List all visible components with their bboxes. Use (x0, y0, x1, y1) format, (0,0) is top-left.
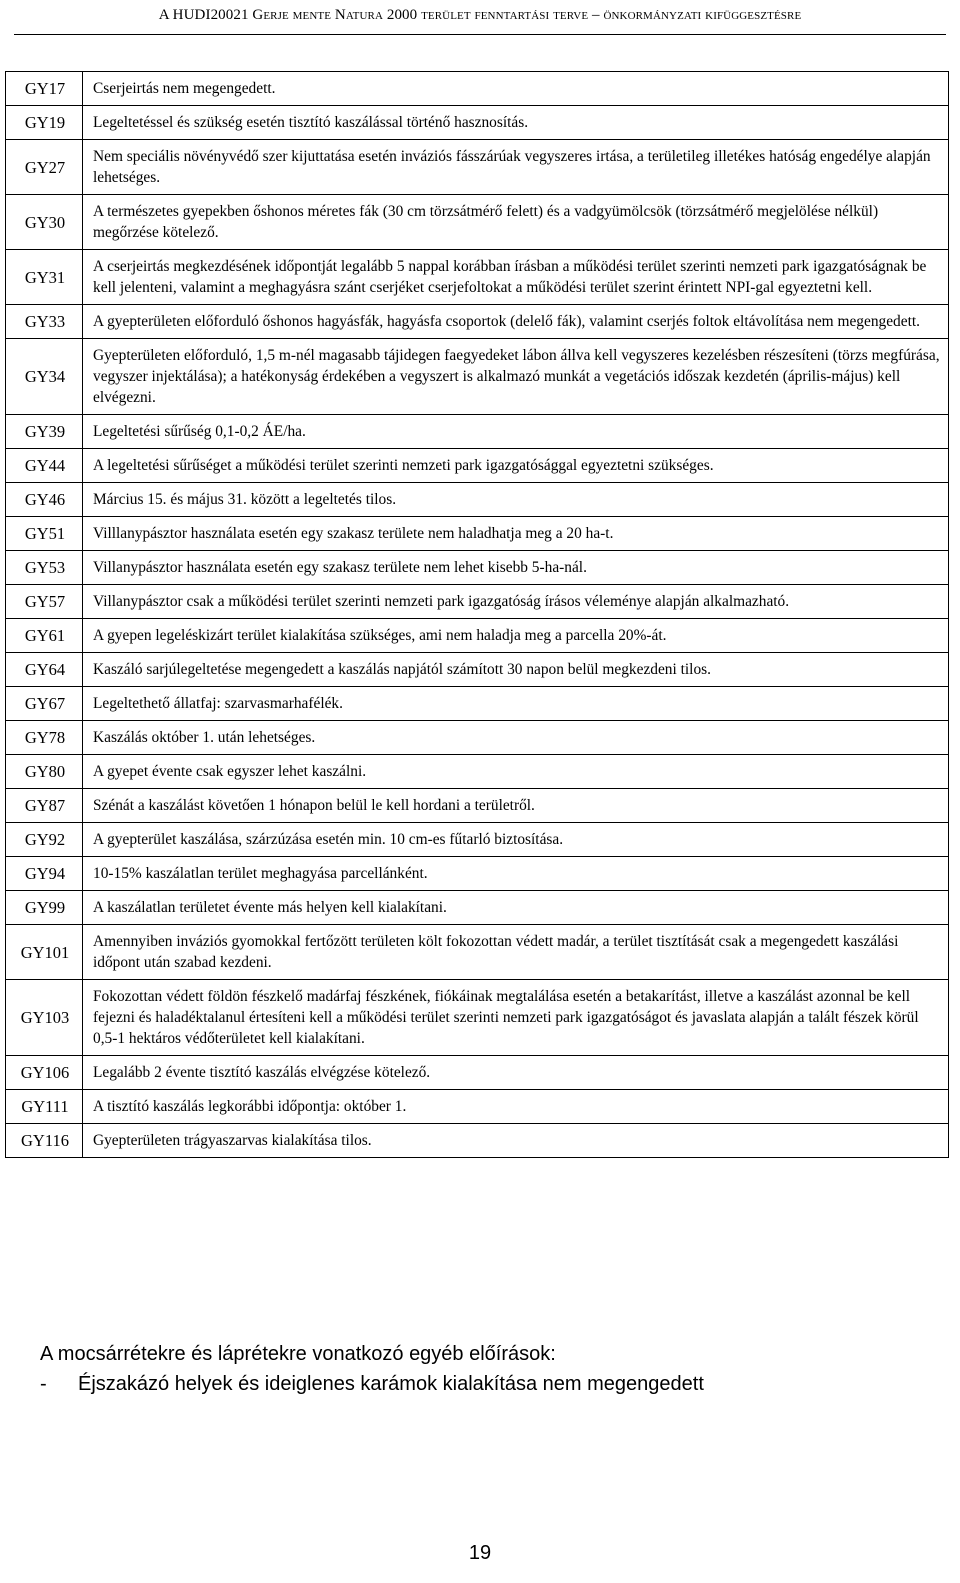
table-row (6, 823, 949, 857)
table-row (6, 106, 949, 140)
rule-code: GY33 (6, 305, 83, 339)
rule-code: GY116 (6, 1124, 83, 1158)
rules-table-body (6, 72, 949, 1158)
rule-code: GY87 (6, 789, 83, 823)
table-row (6, 250, 949, 305)
rule-text: Amennyiben inváziós gyomokkal fertőzött területen költ fokozottan védett madár, a terület tisztítását csak a megengedett kaszálási időpont után szabad kezdeni. (83, 925, 949, 980)
bullet-item (40, 1371, 704, 1397)
rule-text: Kaszálás október 1. után lehetséges. (83, 721, 949, 755)
rule-code: GY78 (6, 721, 83, 755)
rule-code: GY31 (6, 250, 83, 305)
rule-text: Kaszáló sarjúlegeltetése megengedett a kaszálás napjától számított 30 napon belül megkezdeni tilos. (83, 653, 949, 687)
rule-text: Nem speciális növényvédő szer kijuttatása esetén inváziós fásszárúak vegyszeres irtása, a területileg illetékes hatóság engedélye alapján lehetséges. (83, 140, 949, 195)
rule-text: Legeltethető állatfaj: szarvasmarhafélék. (83, 687, 949, 721)
rule-code: GY46 (6, 483, 83, 517)
rule-text: Fokozottan védett földön fészkelő madárfaj fészkének, fiókáinak megtalálása esetén a betakarítást, illetve a kaszálást azonnal be kell fejezni és haladéktalanul értesíteni kell a működési terület szerinti nemzeti park igazgatóságot és javaslata alapján a talált fészek körül 0,5-1 hektáros védőterületet kell kialakítani. (83, 980, 949, 1056)
table-row (6, 551, 949, 585)
table-row (6, 1056, 949, 1090)
rule-text: A gyepterületen előforduló őshonos hagyásfák, hagyásfa csoportok (delelő fák), valamint cserjés foltok eltávolítása nem megengedett. (83, 305, 949, 339)
rule-code: GY27 (6, 140, 83, 195)
table-row (6, 857, 949, 891)
page-number: 19 (468, 1542, 492, 1564)
rule-text: A gyepterület kaszálása, szárzúzása esetén min. 10 cm-es fűtarló biztosítása. (83, 823, 949, 857)
rule-code: GY53 (6, 551, 83, 585)
table-row (6, 1090, 949, 1124)
table-row (6, 925, 949, 980)
table-row (6, 721, 949, 755)
table-row (6, 755, 949, 789)
table-row (6, 687, 949, 721)
rule-text: Villanypásztor használata esetén egy szakasz területe nem lehet kisebb 5-ha-nál. (83, 551, 949, 585)
rule-code: GY61 (6, 619, 83, 653)
table-row (6, 305, 949, 339)
table-row (6, 140, 949, 195)
table-row (6, 72, 949, 106)
header-title: A HUDI20021 Gerje mente Natura 2000 terület fenntartási terve – önkormányzati kifüggesztésre (158, 7, 802, 23)
rule-code: GY51 (6, 517, 83, 551)
rule-code: GY39 (6, 415, 83, 449)
table-row (6, 517, 949, 551)
header-divider (14, 34, 946, 35)
rule-code: GY34 (6, 339, 83, 415)
document-header (0, 0, 960, 34)
rule-text: Legalább 2 évente tisztító kaszálás elvégzése kötelező. (83, 1056, 949, 1090)
table-row (6, 980, 949, 1056)
rule-text: Villanypásztor csak a működési terület szerinti nemzeti park igazgatóság írásos véleménye alapján alkalmazható. (83, 585, 949, 619)
rule-code: GY57 (6, 585, 83, 619)
rule-code: GY80 (6, 755, 83, 789)
rule-code: GY64 (6, 653, 83, 687)
rule-text: A gyepet évente csak egyszer lehet kaszálni. (83, 755, 949, 789)
table-row (6, 653, 949, 687)
table-row (6, 483, 949, 517)
rule-text: A kaszálatlan területet évente más helyen kell kialakítani. (83, 891, 949, 925)
rule-text: Legeltetési sűrűség 0,1-0,2 ÁE/ha. (83, 415, 949, 449)
table-row (6, 339, 949, 415)
rule-code: GY101 (6, 925, 83, 980)
rule-code: GY44 (6, 449, 83, 483)
rules-table (5, 71, 949, 1158)
rule-code: GY19 (6, 106, 83, 140)
table-row (6, 415, 949, 449)
rule-text: A legeltetési sűrűséget a működési terület szerinti nemzeti park igazgatósággal egyeztetni szükséges. (83, 449, 949, 483)
rule-code: GY67 (6, 687, 83, 721)
section-title: A mocsárrétekre és láprétekre vonatkozó egyéb előírások: (40, 1343, 556, 1365)
table-row (6, 195, 949, 250)
table-row (6, 1124, 949, 1158)
rule-text: A tisztító kaszálás legkorábbi időpontja: október 1. (83, 1090, 949, 1124)
table-row (6, 789, 949, 823)
rule-code: GY106 (6, 1056, 83, 1090)
rule-code: GY17 (6, 72, 83, 106)
table-row (6, 449, 949, 483)
rule-code: GY30 (6, 195, 83, 250)
rule-text: Szénát a kaszálást követően 1 hónapon belül le kell hordani a területről. (83, 789, 949, 823)
rule-text: A gyepen legeléskizárt terület kialakítása szükséges, ami nem haladja meg a parcella 20%-át. (83, 619, 949, 653)
table-row (6, 891, 949, 925)
rule-text: Gyepterületen előforduló, 1,5 m-nél magasabb tájidegen faegyedeket lábon állva kell vegyszeres kezelésben részesíteni (törzs megfúrása, vegyszer injektálása); a hatékonyság érdekében a vegyszert is alkalmazó munkát a vegetációs időszak kezdetén (április-május) kell elvégezni. (83, 339, 949, 415)
rule-text: A cserjeirtás megkezdésének időpontját legalább 5 nappal korábban írásban a működési terület szerinti nemzeti park igazgatóságnak be kell jelenteni, valamint a meghagyásra szánt cserjéket cserjefoltokat a működési terület szerint érintett NPI-gal egyeztetni kell. (83, 250, 949, 305)
rule-text: 10-15% kaszálatlan terület meghagyása parcellánként. (83, 857, 949, 891)
rule-code: GY99 (6, 891, 83, 925)
table-row (6, 619, 949, 653)
rule-code: GY103 (6, 980, 83, 1056)
rule-text: Március 15. és május 31. között a legeltetés tilos. (83, 483, 949, 517)
rule-text: Cserjeirtás nem megengedett. (83, 72, 949, 106)
rule-text: A természetes gyepekben őshonos méretes fák (30 cm törzsátmérő felett) és a vadgyümölcsök (törzsátmérő megjelölése nélkül) megőrzése kötelező. (83, 195, 949, 250)
rule-text: Villlanypásztor használata esetén egy szakasz területe nem haladhatja meg a 20 ha-t. (83, 517, 949, 551)
rule-code: GY94 (6, 857, 83, 891)
rule-text: Legeltetéssel és szükség esetén tisztító kaszálással történő hasznosítás. (83, 106, 949, 140)
rule-code: GY111 (6, 1090, 83, 1124)
bullet-marker: - (40, 1373, 47, 1395)
bullet-text: Éjszakázó helyek és ideiglenes karámok kialakítása nem megengedett (78, 1373, 704, 1395)
table-row (6, 585, 949, 619)
rule-text: Gyepterületen trágyaszarvas kialakítása tilos. (83, 1124, 949, 1158)
rule-code: GY92 (6, 823, 83, 857)
